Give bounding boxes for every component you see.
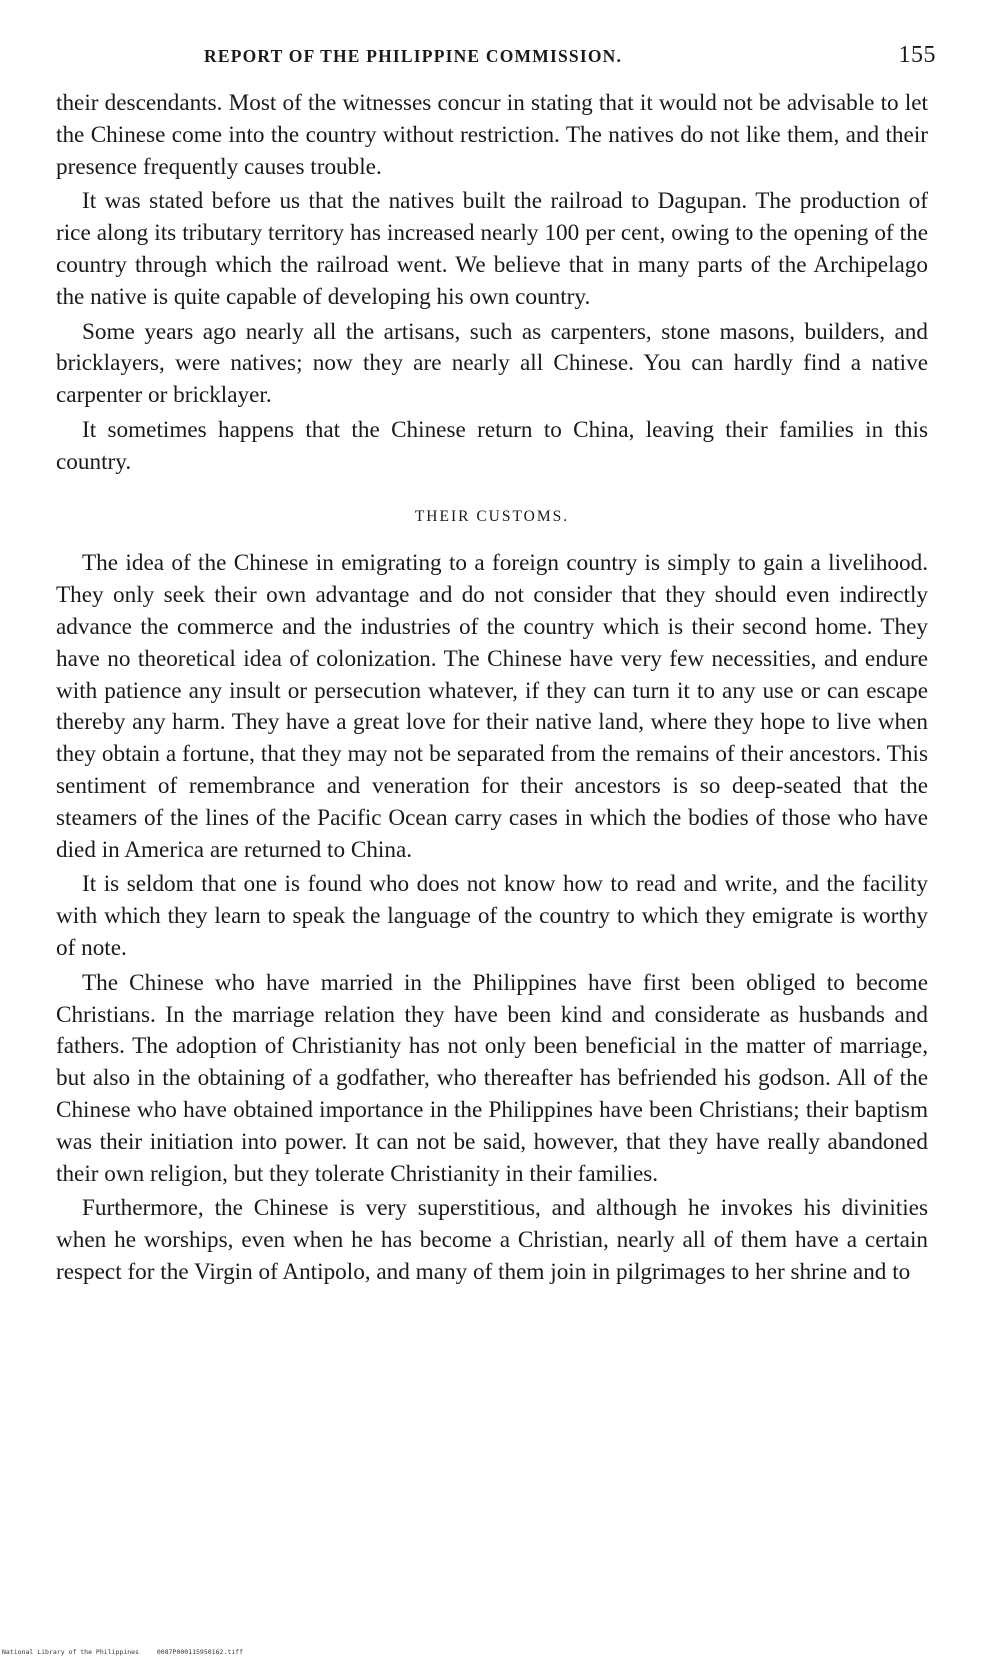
- page-number: 155: [898, 42, 936, 68]
- body-text: [56, 88, 928, 1292]
- paragraph-8: Furthermore, the Chinese is very superstitious, and although he invokes his divinities when he worships, even when he has become a Christian, nearly all of them have a certain respect for the Virgin of Antipolo, and many of them join in pilgrimages to her shrine and to: [56, 1195, 928, 1285]
- running-header: [56, 40, 936, 74]
- library-credit: National Library of the Philippines: [2, 1648, 139, 1656]
- paragraph-2: It was stated before us that the natives built the railroad to Dagupan. The production of rice along its tributary territory has increased nearly 100 per cent, owing to the opening of the country through which the railroad went. We believe that in many parts of the Archipelago the native is quite capable of developing his own country.: [56, 188, 928, 310]
- paragraph-1: their descendants. Most of the witnesses concur in stating that it would not be advisable to let the Chinese come into the country without restriction. The natives do not like them, and their presence frequently causes trouble.: [56, 90, 928, 180]
- paragraph-5: The idea of the Chinese in emigrating to a foreign country is simply to gain a livelihood. They only seek their own advantage and do not consider that they should even indirectly advance the commerce and the industries of the country which is their second home. They have no theoretical idea of colonization. The Chinese have very few necessities, and endure with patience any insult or persecution whatever, if they can turn it to any use or can escape thereby any harm. They have a great love for their native land, where they hope to live when they obtain a fortune, that they may not be separated from the remains of their ancestors. This sentiment of remembrance and veneration for their ancestors is so deep-seated that the steamers of the lines of the Pacific Ocean carry cases in which the bodies of those who have died in America are returned to China.: [56, 550, 928, 863]
- file-name: 0087P000115950162.tiff: [156, 1648, 243, 1656]
- paragraph-4: It sometimes happens that the Chinese return to China, leaving their families in this country.: [56, 416, 928, 475]
- paragraph-6: It is seldom that one is found who does not know how to read and write, and the facility with which they learn to speak the language of the country to which they emigrate is worthy of note.: [56, 871, 928, 961]
- scan-credit: [2, 1648, 243, 1656]
- section-heading: THEIR CUSTOMS.: [414, 507, 570, 525]
- running-title: REPORT OF THE PHILIPPINE COMMISSION.: [204, 46, 623, 66]
- paragraph-7: The Chinese who have married in the Philippines have first been obliged to become Christians. In the marriage relation they have been kind and considerate as husbands and fathers. The adoption of Christianity has not only been beneficial in the matter of marriage, but also in the obtaining of a godfather, who thereafter has befriended his godson. All of the Chinese who have obtained importance in the Philippines have been Christians; their baptism was their initiation into power. It can not be said, however, that they have really abandoned their own religion, but they tolerate Christianity in their families.: [56, 969, 928, 1187]
- paragraph-3: Some years ago nearly all the artisans, such as carpenters, stone masons, builders, and bricklayers, were natives; now they are nearly all Chinese. You can hardly find a native carpenter or bricklayer.: [56, 318, 928, 409]
